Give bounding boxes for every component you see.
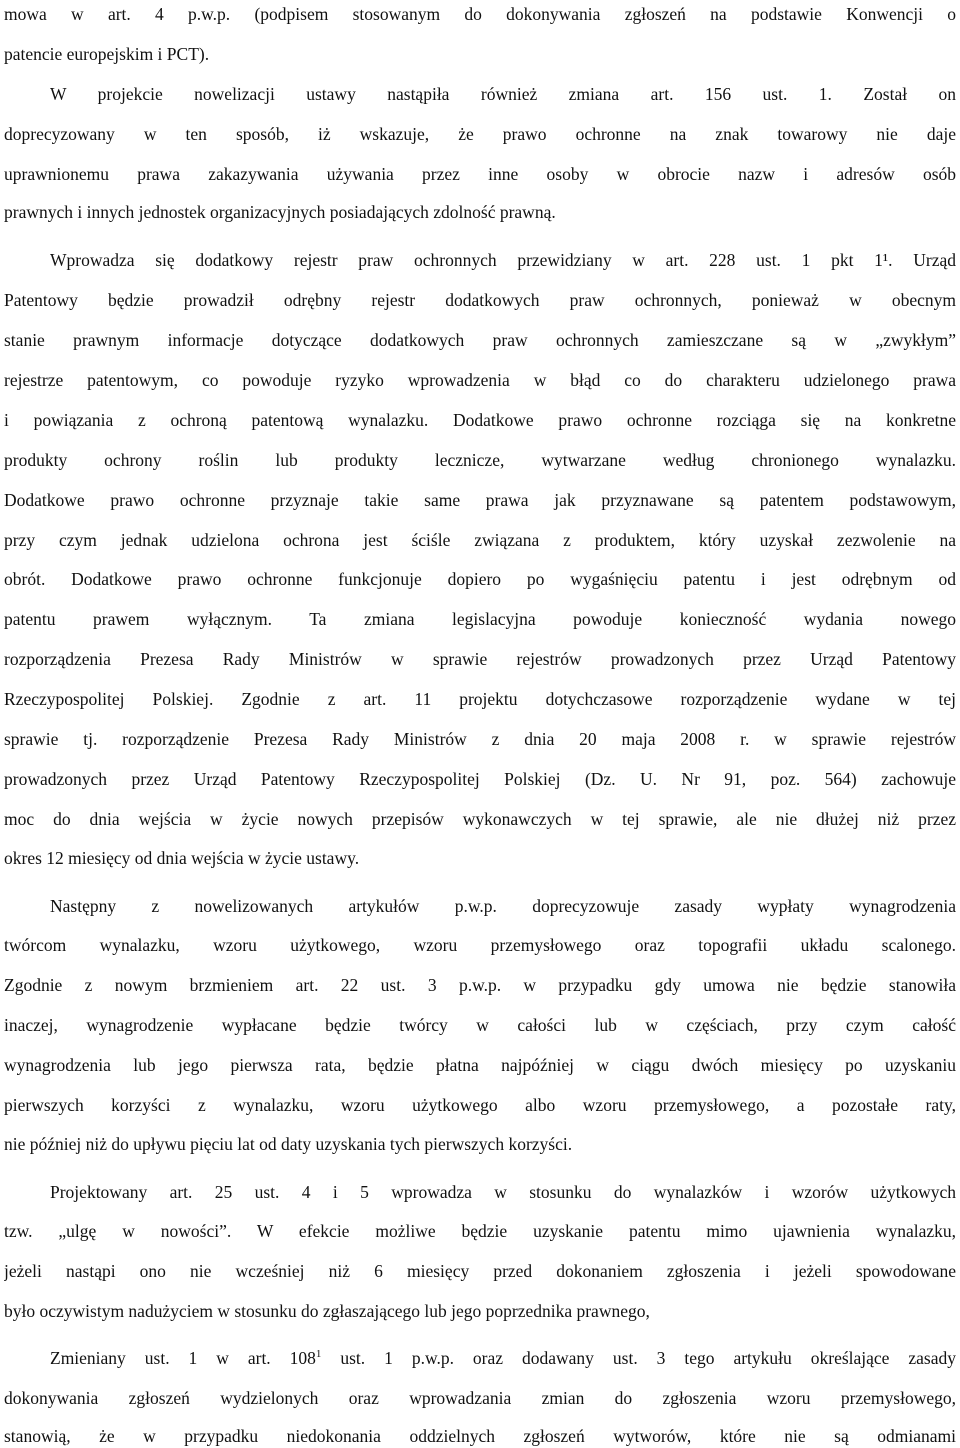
text-line: dokonywania zgłoszeń wydzielonych oraz wprowadzania zmian do zgłoszenia wzoru przemysłowego,: [4, 1388, 956, 1408]
text-line: patencie europejskim i PCT).: [4, 44, 210, 64]
text-line: wynagrodzenia lub jego pierwsza rata, będzie płatna najpóźniej w ciągu dwóch miesięcy po uzyskaniu: [4, 1055, 956, 1075]
text-line: prawnych i innych jednostek organizacyjnych posiadających zdolność prawną.: [4, 202, 556, 222]
text-line: W projekcie nowelizacji ustawy nastąpiła również zmiana art. 156 ust. 1. Został on: [50, 84, 956, 104]
text-line: Rzeczypospolitej Polskiej. Zgodnie z art. 11 projektu dotychczasowe rozporządzenie wydane w tej: [4, 689, 956, 709]
text-line: obrót. Dodatkowe prawo ochronne funkcjonuje dopiero po wygaśnięciu patentu i jest odrębnym od: [4, 569, 956, 589]
text-segment: Zmieniany ust. 1 w art. 108: [50, 1348, 316, 1368]
text-line: rejestrze patentowym, co powoduje ryzyko wprowadzenia w błąd co do charakteru udzielonego prawa: [4, 370, 956, 390]
text-line: Następny z nowelizowanych artykułów p.w.p. doprecyzowuje zasady wypłaty wynagrodzenia: [50, 896, 956, 916]
text-line: prowadzonych przez Urząd Patentowy Rzeczypospolitej Polskiej (Dz. U. Nr 91, poz. 564) zachowuje: [4, 769, 956, 789]
text-line: patentu prawem wyłącznym. Ta zmiana legislacyjna powoduje konieczność wydania nowego: [4, 609, 956, 629]
text-segment: ust. 1 p.w.p. oraz dodawany ust. 3 tego artykułu określające zasady: [321, 1348, 956, 1368]
text-line: Dodatkowe prawo ochronne przyznaje takie same prawa jak przyznawane są patentem podstawowym,: [4, 490, 956, 510]
text-line: doprecyzowany w ten sposób, iż wskazuje, że prawo ochronne na znak towarowy nie daje: [4, 124, 956, 144]
superscript: 1: [315, 1348, 322, 1360]
text-line: Zgodnie z nowym brzmieniem art. 22 ust. 3 p.w.p. w przypadku gdy umowa nie będzie stanowiła: [4, 975, 956, 995]
text-line: stanowią, że w przypadku niedokonania oddzielnych zgłoszeń wytworów, które nie są odmianami: [4, 1426, 956, 1446]
text-line: rozporządzenia Prezesa Rady Ministrów w sprawie rejestrów prowadzonych przez Urząd Patentowy: [4, 649, 956, 669]
text-line: produkty ochrony roślin lub produkty lecznicze, wytwarzane według chronionego wynalazku.: [4, 450, 956, 470]
text-line: mowa w art. 4 p.w.p. (podpisem stosowanym do dokonywania zgłoszeń na podstawie Konwencji o: [4, 4, 956, 24]
text-line: inaczej, wynagrodzenie wypłacane będzie twórcy w całości lub w częściach, przy czym całość: [4, 1015, 956, 1035]
text-line: uprawnionemu prawa zakazywania używania przez inne osoby w obrocie nazw i adresów osób: [4, 164, 956, 184]
text-line: nie później niż do upływu pięciu lat od daty uzyskania tych pierwszych korzyści.: [4, 1134, 573, 1154]
text-line: tzw. „ulgę w nowości”. W efekcie możliwe będzie uzyskanie patentu mimo ujawnienia wynalazku,: [4, 1221, 956, 1241]
text-line: Projektowany art. 25 ust. 4 i 5 wprowadza w stosunku do wynalazków i wzorów użytkowych: [50, 1182, 956, 1202]
text-line: moc do dnia wejścia w życie nowych przepisów wykonawczych w tej sprawie, ale nie dłużej niż przez: [4, 809, 956, 829]
text-line: Wprowadza się dodatkowy rejestr praw ochronnych przewidziany w art. 228 ust. 1 pkt 1¹. Urząd: [50, 250, 956, 270]
text-line: pierwszych korzyści z wynalazku, wzoru użytkowego albo wzoru przemysłowego, a pozostałe raty,: [4, 1095, 956, 1115]
text-line: okres 12 miesięcy od dnia wejścia w życie ustawy.: [4, 848, 360, 868]
text-line: twórcom wynalazku, wzoru użytkowego, wzoru przemysłowego oraz topografii układu scalonego.: [4, 935, 956, 955]
text-line: przy czym jednak udzielona ochrona jest ściśle związana z produktem, który uzyskał zezwolenie na: [4, 530, 956, 550]
text-line: sprawie tj. rozporządzenie Prezesa Rady Ministrów z dnia 20 maja 2008 r. w sprawie rejestrów: [4, 729, 956, 749]
text-line: stanie prawnym informacje dotyczące dodatkowych praw ochronnych zamieszczane są w „zwykłym”: [4, 330, 956, 350]
text-line: jeżeli nastąpi ono nie wcześniej niż 6 miesięcy przed dokonaniem zgłoszenia i jeżeli spowodowane: [4, 1261, 956, 1281]
text-line: i powiązania z ochroną patentową wynalazku. Dodatkowe prawo ochronne rozciąga się na konkretne: [4, 410, 956, 430]
text-line: Patentowy będzie prowadził odrębny rejestr dodatkowych praw ochronnych, ponieważ w obecnym: [4, 290, 956, 310]
text-line: było oczywistym nadużyciem w stosunku do zgłaszającego lub jego poprzednika prawnego,: [4, 1301, 650, 1321]
text-line: [50, 1346, 956, 1370]
